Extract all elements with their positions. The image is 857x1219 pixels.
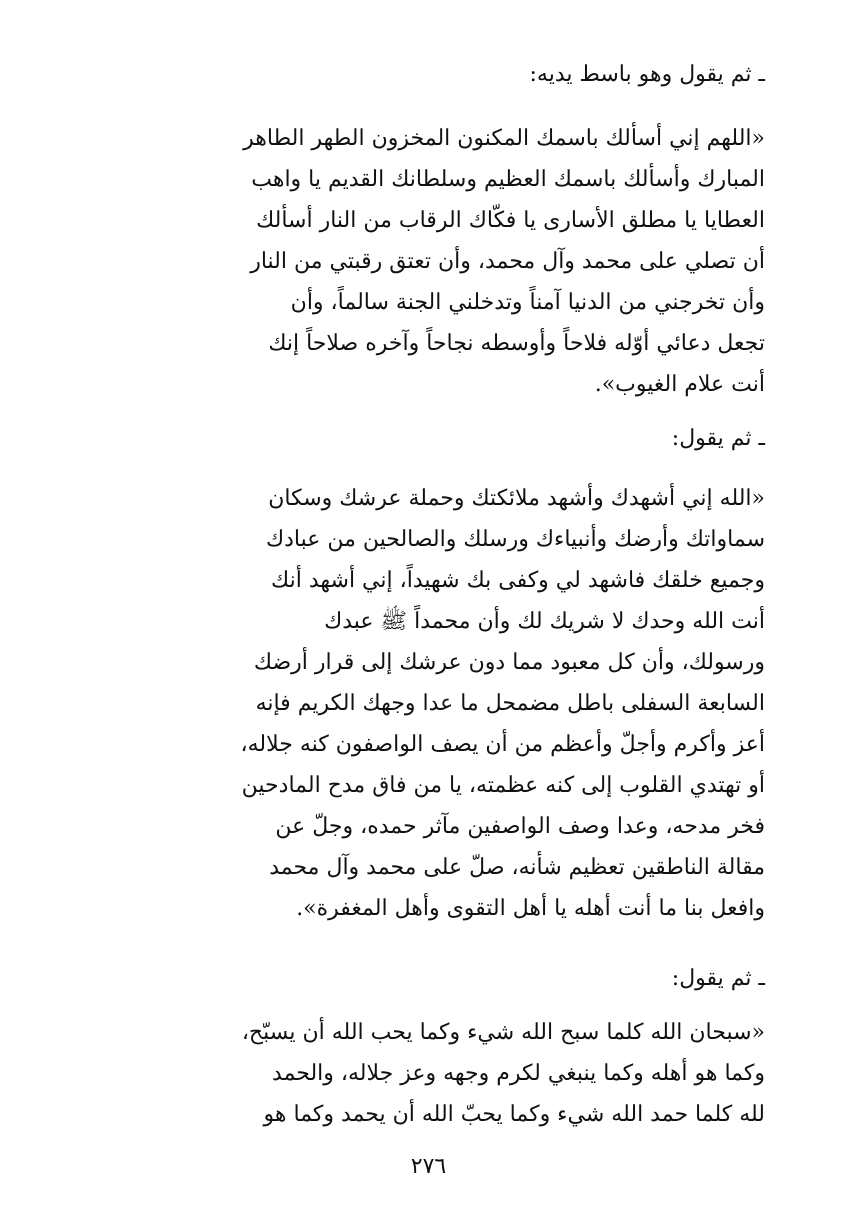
text-line: العطايا يا مطلق الأسارى يا فكّاك الرقاب من النار أسألك	[256, 208, 765, 233]
text-line: مقالة الناطقين تعظيم شأنه، صلّ على محمد وآل محمد	[269, 855, 765, 880]
text-line: أنت الله وحدك لا شريك لك وأن محمداً ﷺ عبدك	[324, 609, 765, 634]
text-line: ورسولك، وأن كل معبود مما دون عرشك إلى قرار أرضك	[253, 650, 765, 675]
text-line: المبارك وأسألك باسمك العظيم وسلطانك القديم يا واهب	[251, 167, 765, 192]
prayer-paragraph-2	[85, 478, 765, 929]
text-line: وأن تخرجني من الدنيا آمناً وتدخلني الجنة سالماً، وأن	[290, 290, 765, 315]
text-line: «الله إني أشهدك وأشهد ملائكتك وحملة عرشك وسكان	[268, 486, 765, 511]
text-line: أن تصلي على محمد وآل محمد، وأن تعتق رقبتي من النار	[250, 249, 765, 274]
section-heading-3: ـ ثم يقول:	[671, 966, 765, 991]
text-line: سماواتك وأرضك وأنبياءك ورسلك والصالحين من عبادك	[265, 527, 765, 552]
prayer-paragraph-3	[85, 1012, 765, 1135]
prayer-paragraph-1	[85, 118, 765, 405]
text-line: أعز وأكرم وأجلّ وأعظم من أن يصف الواصفون كنه جلاله،	[240, 732, 765, 757]
section-heading-1: ـ ثم يقول وهو باسط يديه:	[529, 62, 765, 87]
text-line: وكما هو أهله وكما ينبغي لكرم وجهه وعز جلاله، والحمد	[272, 1061, 765, 1086]
text-line: أو تهتدي القلوب إلى كنه عظمته، يا من فاق مدح المادحين	[241, 773, 765, 798]
text-line: وجميع خلقك فاشهد لي وكفى بك شهيداً، إني أشهد أنك	[271, 568, 765, 593]
text-line: فخر مدحه، وعدا وصف الواصفين مآثر حمده، وجلّ عن	[275, 814, 765, 839]
text-line: «سبحان الله كلما سبح الله شيء وكما يحب الله أن يسبّح،	[241, 1020, 765, 1045]
text-line: لله كلما حمد الله شيء وكما يحبّ الله أن يحمد وكما هو	[263, 1102, 765, 1127]
section-heading-2: ـ ثم يقول:	[671, 426, 765, 451]
text-line: السابعة السفلى باطل مضمحل ما عدا وجهك الكريم فإنه	[255, 691, 765, 716]
text-line: وافعل بنا ما أنت أهله يا أهل التقوى وأهل المغفرة».	[296, 896, 765, 921]
text-line: أنت علام الغيوب».	[594, 372, 765, 397]
text-line: تجعل دعائي أوّله فلاحاً وأوسطه نجاحاً وآخره صلاحاً إنك	[268, 331, 765, 356]
page-number: ٢٧٦	[410, 1154, 447, 1179]
text-line: «اللهم إني أسألك باسمك المكنون المخزون الطهر الطاهر	[243, 126, 765, 151]
